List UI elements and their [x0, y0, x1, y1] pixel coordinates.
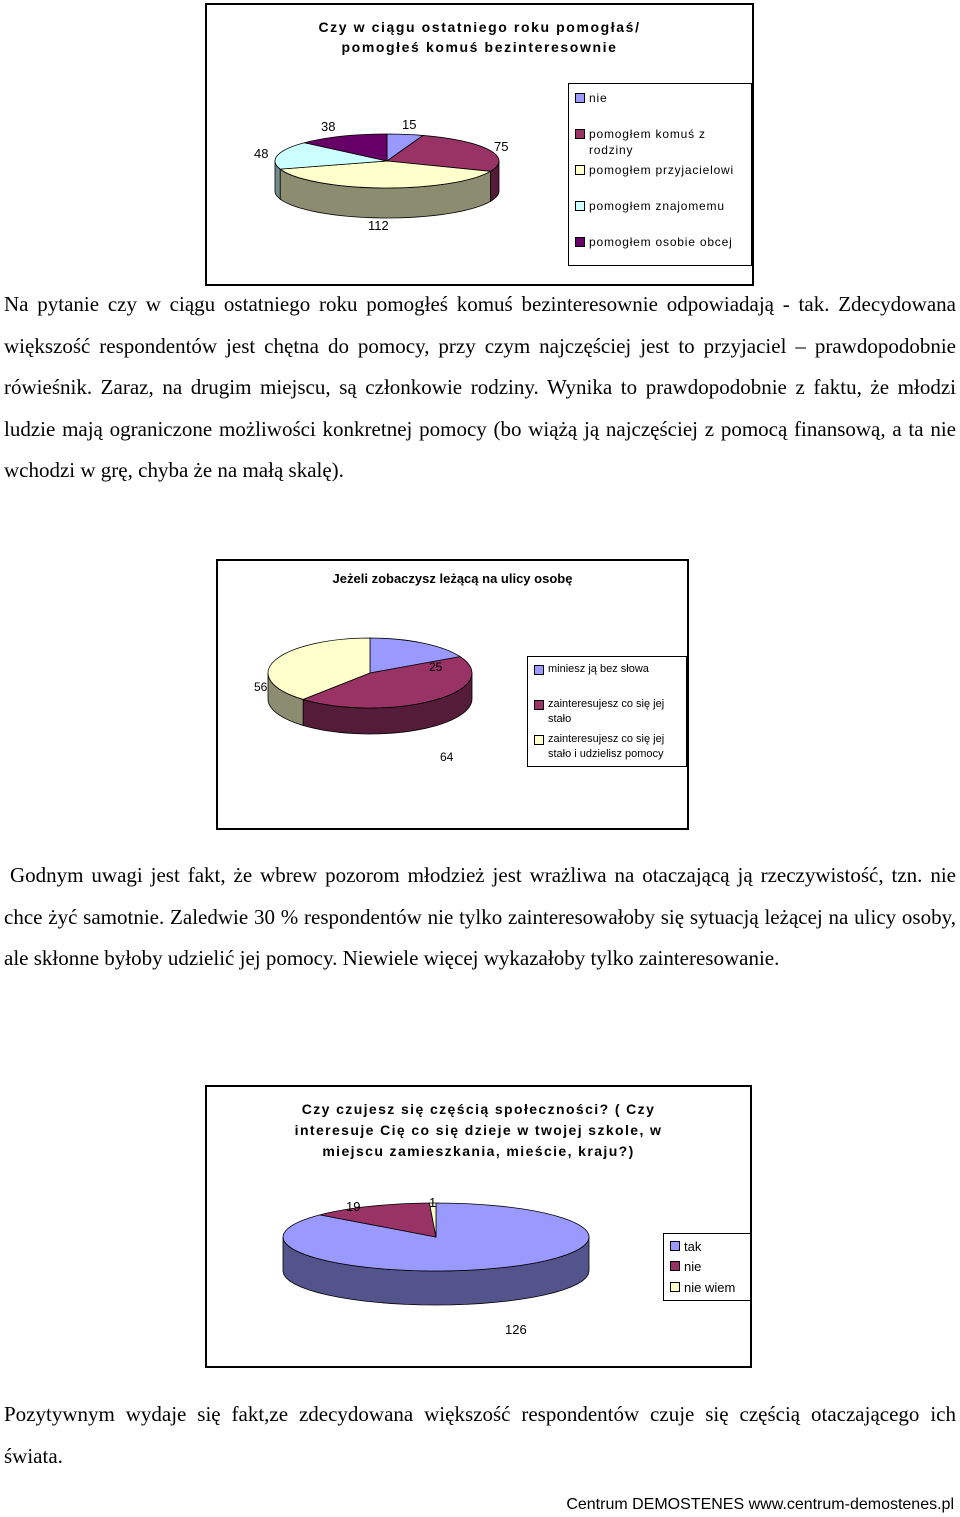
legend-label: zainteresujesz co się jej: [548, 733, 665, 745]
data-label: 56: [254, 680, 268, 694]
chart-title-line: Czy w ciągu ostatniego roku pomogłaś/: [318, 19, 641, 35]
data-label: 38: [321, 119, 336, 134]
chart-title-line: interesuje Cię co się dzieje w twojej szkole, w: [294, 1122, 663, 1138]
pie-chart: [207, 1087, 754, 1370]
chart-title-line: miejscu zamieszkania, mieście, kraju?): [322, 1143, 635, 1159]
data-label: 19: [346, 1199, 361, 1214]
chart-help-last-year: [205, 3, 754, 286]
chart-community-part: [205, 1085, 752, 1368]
chart-legend: [663, 1233, 751, 1301]
legend-swatch: [534, 700, 544, 710]
chart-title-line: Jeżeli zobaczysz leżącą na ulicy osobę: [332, 571, 573, 586]
legend-label: stało: [548, 713, 572, 725]
chart-legend: [527, 656, 687, 767]
legend-swatch: [534, 665, 544, 675]
footer-credit: Centrum DEMOSTENES www.centrum-demostenes.pl: [566, 1496, 954, 1513]
data-label: 112: [368, 218, 389, 233]
chart-title-line: pomogłeś komuś bezinteresownie: [341, 39, 618, 55]
legend-swatch: [670, 1241, 680, 1251]
legend-label: tak: [684, 1239, 702, 1254]
legend-label: stało i udzielisz pomocy: [548, 748, 664, 760]
data-label: 1: [429, 1195, 437, 1210]
legend-label: nie: [589, 91, 608, 105]
legend-swatch: [575, 201, 585, 211]
legend-label: zainteresujesz co się jej: [548, 698, 665, 710]
data-label: 75: [494, 139, 509, 154]
chart-legend: [568, 83, 752, 266]
chart-title-line: Czy czujesz się częścią społeczności? ( Czy: [301, 1101, 656, 1117]
legend-swatch: [534, 735, 544, 745]
legend-label: pomogłem przyjacielowi: [589, 163, 734, 177]
data-label: 48: [254, 146, 269, 161]
legend-label: pomogłem osobie obcej: [589, 235, 733, 249]
legend-label: nie wiem: [684, 1280, 736, 1295]
data-label: 25: [429, 660, 443, 674]
data-label: 64: [440, 750, 454, 764]
legend-label: miniesz ją bez słowa: [548, 663, 649, 675]
legend-swatch: [575, 165, 585, 175]
paragraph: Pozytywnym wydaje się fakt,ze zdecydowana większość respondentów czuje się częścią otaczającego ich świata.: [4, 1402, 956, 1468]
legend-swatch: [575, 129, 585, 139]
data-label: 15: [402, 117, 417, 132]
legend-label: pomogłem komuś z: [589, 127, 706, 141]
legend-label: nie: [684, 1259, 702, 1274]
legend-label: pomogłem znajomemu: [589, 199, 725, 213]
paragraph: Na pytanie czy w ciągu ostatniego roku pomogłeś komuś bezinteresownie odpowiadają - tak. Zdecydowana większość respondentów jest chętna do pomocy, przy czym najczęściej jest to przyjaciel – prawdopodobnie rówieśnik. Zaraz, na drugim miejscu, są członkowie rodziny. Wynika to prawdopodobnie z faktu, że młodzi ludzie mają ograniczone możliwości konkretnej pomocy (bo wiążą ją najczęściej z pomocą finansową, a ta nie wchodzi w grę, chyba że na małą skalę).: [4, 292, 956, 482]
legend-swatch: [670, 1261, 680, 1271]
legend-swatch: [575, 93, 585, 103]
legend-swatch: [575, 237, 585, 247]
legend-swatch: [670, 1282, 680, 1292]
paragraph: Godnym uwagi jest fakt, że wbrew pozorom młodzież jest wrażliwa na otaczającą ją rzeczywistość, tzn. nie chce żyć samotnie. Zaledwie 30 % respondentów nie tylko zainteresowałoby się sytuacją leżącej na ulicy osoby, ale skłonne byłoby udzielić jej pomocy. Niewiele więcej wykazałoby tylko zainteresowanie.: [4, 863, 956, 970]
chart-lying-person: [216, 559, 689, 830]
data-label: 126: [505, 1322, 527, 1337]
legend-label: rodziny: [589, 143, 634, 157]
